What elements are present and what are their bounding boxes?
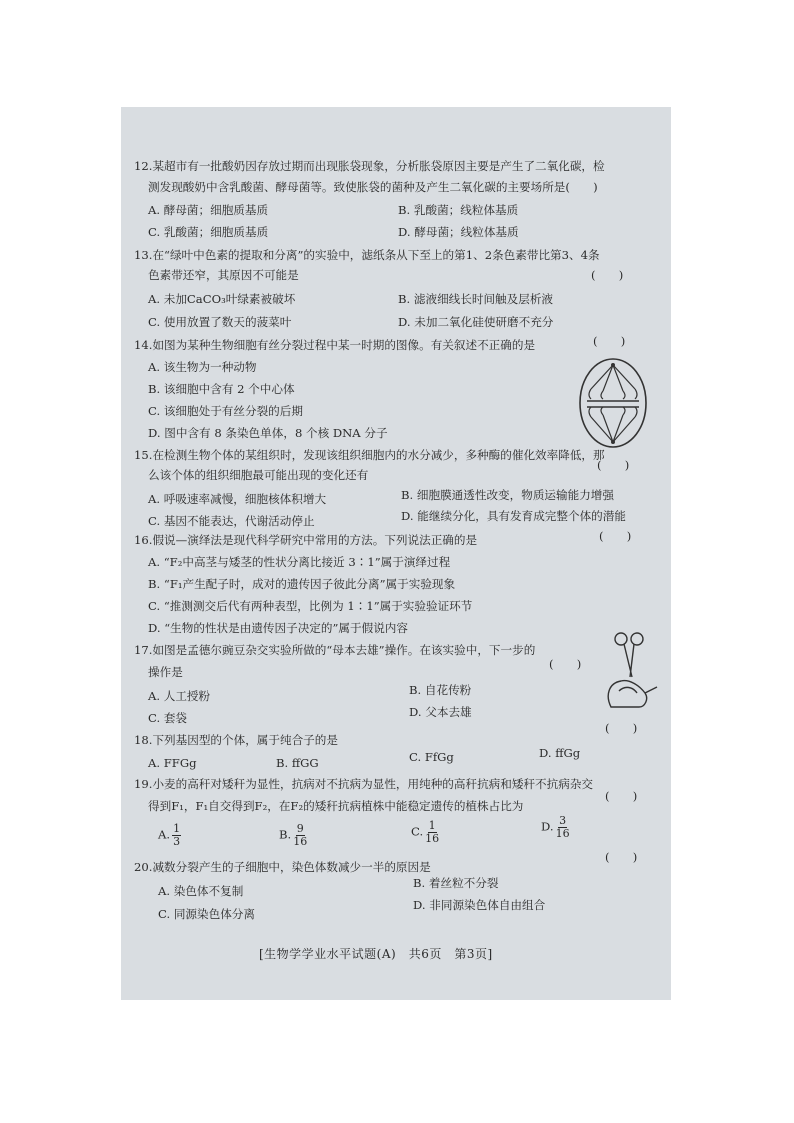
q15-option-b: B. 细胞膜通透性改变，物质运输能力增强 xyxy=(401,488,614,502)
q18-option-a: A. FFGg xyxy=(148,756,197,770)
q20-option-a: A. 染色体不复制 xyxy=(158,884,244,898)
q17-answer-bracket: ( ) xyxy=(549,657,582,671)
q19-option-d-fraction xyxy=(556,815,570,840)
q15-option-a: A. 呼吸速率减慢，细胞核体积增大 xyxy=(148,492,327,506)
q13-option-d: D. 未加二氧化硅使研磨不充分 xyxy=(398,315,554,329)
q19-option-c-fraction xyxy=(425,820,439,845)
q15-answer-bracket: ( ) xyxy=(597,458,630,472)
q20-option-b: B. 着丝粒不分裂 xyxy=(413,876,499,890)
q12-option-c: C. 乳酸菌；细胞质基质 xyxy=(148,225,269,239)
q18-answer-bracket: ( ) xyxy=(605,721,638,735)
q12-option-d: D. 酵母菌；线粒体基质 xyxy=(398,225,519,239)
q15-stem-line1: 15.在检测生物个体的某组织时，发现该组织细胞内的水分减少，多种酶的催化效率降低，那 xyxy=(134,448,605,462)
q16-stem-line1: 16.假说—演绎法是现代科学研究中常用的方法。下列说法正确的是 xyxy=(134,533,478,547)
q12-option-a: A. 酵母菌；细胞质基质 xyxy=(148,203,269,217)
q19-option-c-label: C. xyxy=(411,824,424,839)
q17-option-a: A. 人工授粉 xyxy=(148,689,211,703)
exam-page xyxy=(121,107,671,1000)
q15-stem-line2: 么该个体的组织细胞最可能出现的变化还有 xyxy=(148,468,369,482)
q16-answer-bracket: ( ) xyxy=(599,529,632,543)
q14-option-c: C. 该细胞处于有丝分裂的后期 xyxy=(148,404,303,418)
q14-answer-bracket: ( ) xyxy=(593,334,626,348)
q13-answer-bracket: ( ) xyxy=(591,268,624,282)
q19-option-a-label: A. xyxy=(158,827,171,842)
q19-option-b-numerator: 9 xyxy=(296,822,304,835)
q18-option-d: D. ffGg xyxy=(539,746,581,760)
page-footer: [生物学学业水平试题(A) 共6页 第3页] xyxy=(259,947,493,961)
mitosis-anaphase-cell-figure xyxy=(577,355,649,451)
q19-option-b-label: B. xyxy=(279,827,292,842)
q19-option-b-fraction xyxy=(293,823,307,848)
q12-stem-line2: 测发现酸奶中含乳酸菌、酵母菌等。致使胀袋的菌种及产生二氧化碳的主要场所是( ) xyxy=(148,180,598,194)
q17-option-d: D. 父本去雄 xyxy=(409,705,472,719)
q17-stem-line2: 操作是 xyxy=(148,665,183,679)
q20-option-d: D. 非同源染色体自由组合 xyxy=(413,898,546,912)
q20-stem-line1: 20.减数分裂产生的子细胞中，染色体数减少一半的原因是 xyxy=(134,860,431,874)
q20-answer-bracket: ( ) xyxy=(605,850,638,864)
q20-option-c: C. 同源染色体分离 xyxy=(158,907,255,921)
q19-stem-line1: 19.小麦的高秆对矮秆为显性，抗病对不抗病为显性，用纯种的高秆抗病和矮秆不抗病杂交 xyxy=(134,777,594,791)
q16-option-c: C. “推测测交后代有两种表型，比例为 1∶1”属于实验验证环节 xyxy=(148,599,473,613)
q18-option-c: C. FfGg xyxy=(409,750,454,764)
q17-option-b: B. 自花传粉 xyxy=(409,683,472,697)
emasculation-scissors-figure xyxy=(599,629,663,709)
q17-stem-line1: 17.如图是孟德尔豌豆杂交实验所做的“母本去雄”操作。在该实验中，下一步的 xyxy=(134,643,536,657)
q18-stem-line1: 18.下列基因型的个体，属于纯合子的是 xyxy=(134,733,338,747)
q19-option-d-label: D. xyxy=(541,819,554,834)
q13-option-a: A. 未加CaCO₃叶绿素被破坏 xyxy=(148,292,296,306)
q19-option-d-numerator: 3 xyxy=(559,814,567,827)
q19-option-d-denominator: 16 xyxy=(555,827,570,840)
q17-option-c: C. 套袋 xyxy=(148,711,188,725)
q12-option-b: B. 乳酸菌；线粒体基质 xyxy=(398,203,519,217)
q13-stem-line1: 13.在“绿叶中色素的提取和分离”的实验中，滤纸条从下至上的第1、2条色素带比第3、4条 xyxy=(134,248,600,262)
q13-option-b: B. 滤液细线长时间触及层析液 xyxy=(398,292,554,306)
q19-stem-line2: 得到F₁，F₁自交得到F₂，在F₂的矮秆抗病植株中能稳定遗传的植株占比为 xyxy=(148,799,524,813)
q14-stem-line1: 14.如图为某种生物细胞有丝分裂过程中某一时期的图像。有关叙述不正确的是 xyxy=(134,338,536,352)
q19-option-a-fraction xyxy=(172,823,181,848)
q19-option-d xyxy=(541,815,570,840)
q19-option-c-denominator: 16 xyxy=(425,832,440,845)
q18-option-b: B. ffGG xyxy=(276,756,319,770)
q13-option-c: C. 使用放置了数天的菠菜叶 xyxy=(148,315,292,329)
q19-option-b-denominator: 16 xyxy=(293,835,308,848)
q19-answer-bracket: ( ) xyxy=(605,789,638,803)
q14-option-d: D. 图中含有 8 条染色单体，8 个核 DNA 分子 xyxy=(148,426,388,440)
q19-option-a-numerator: 1 xyxy=(173,822,181,835)
q19-option-b xyxy=(279,823,307,848)
q19-option-c xyxy=(411,820,439,845)
q14-option-b: B. 该细胞中含有 2 个中心体 xyxy=(148,382,295,396)
q16-option-d: D. “生物的性状是由遗传因子决定的”属于假说内容 xyxy=(148,621,408,635)
q16-option-b: B. “F₁产生配子时，成对的遗传因子彼此分离”属于实验现象 xyxy=(148,577,456,591)
q15-option-c: C. 基因不能表达，代谢活动停止 xyxy=(148,514,315,528)
q12-stem-line1: 12.某超市有一批酸奶因存放过期而出现胀袋现象，分析胀袋原因主要是产生了二氧化碳，检 xyxy=(134,159,605,173)
q19-option-a-denominator: 3 xyxy=(173,835,181,848)
q15-option-d: D. 能继续分化，具有发育成完整个体的潜能 xyxy=(401,509,626,523)
q19-option-a xyxy=(158,823,181,848)
q19-option-c-numerator: 1 xyxy=(428,819,436,832)
q14-option-a: A. 该生物为一种动物 xyxy=(148,360,257,374)
q13-stem-line2: 色素带还窄，其原因不可能是 xyxy=(148,268,299,282)
q16-option-a: A. “F₂中高茎与矮茎的性状分离比接近 3∶1”属于演绎过程 xyxy=(148,555,451,569)
